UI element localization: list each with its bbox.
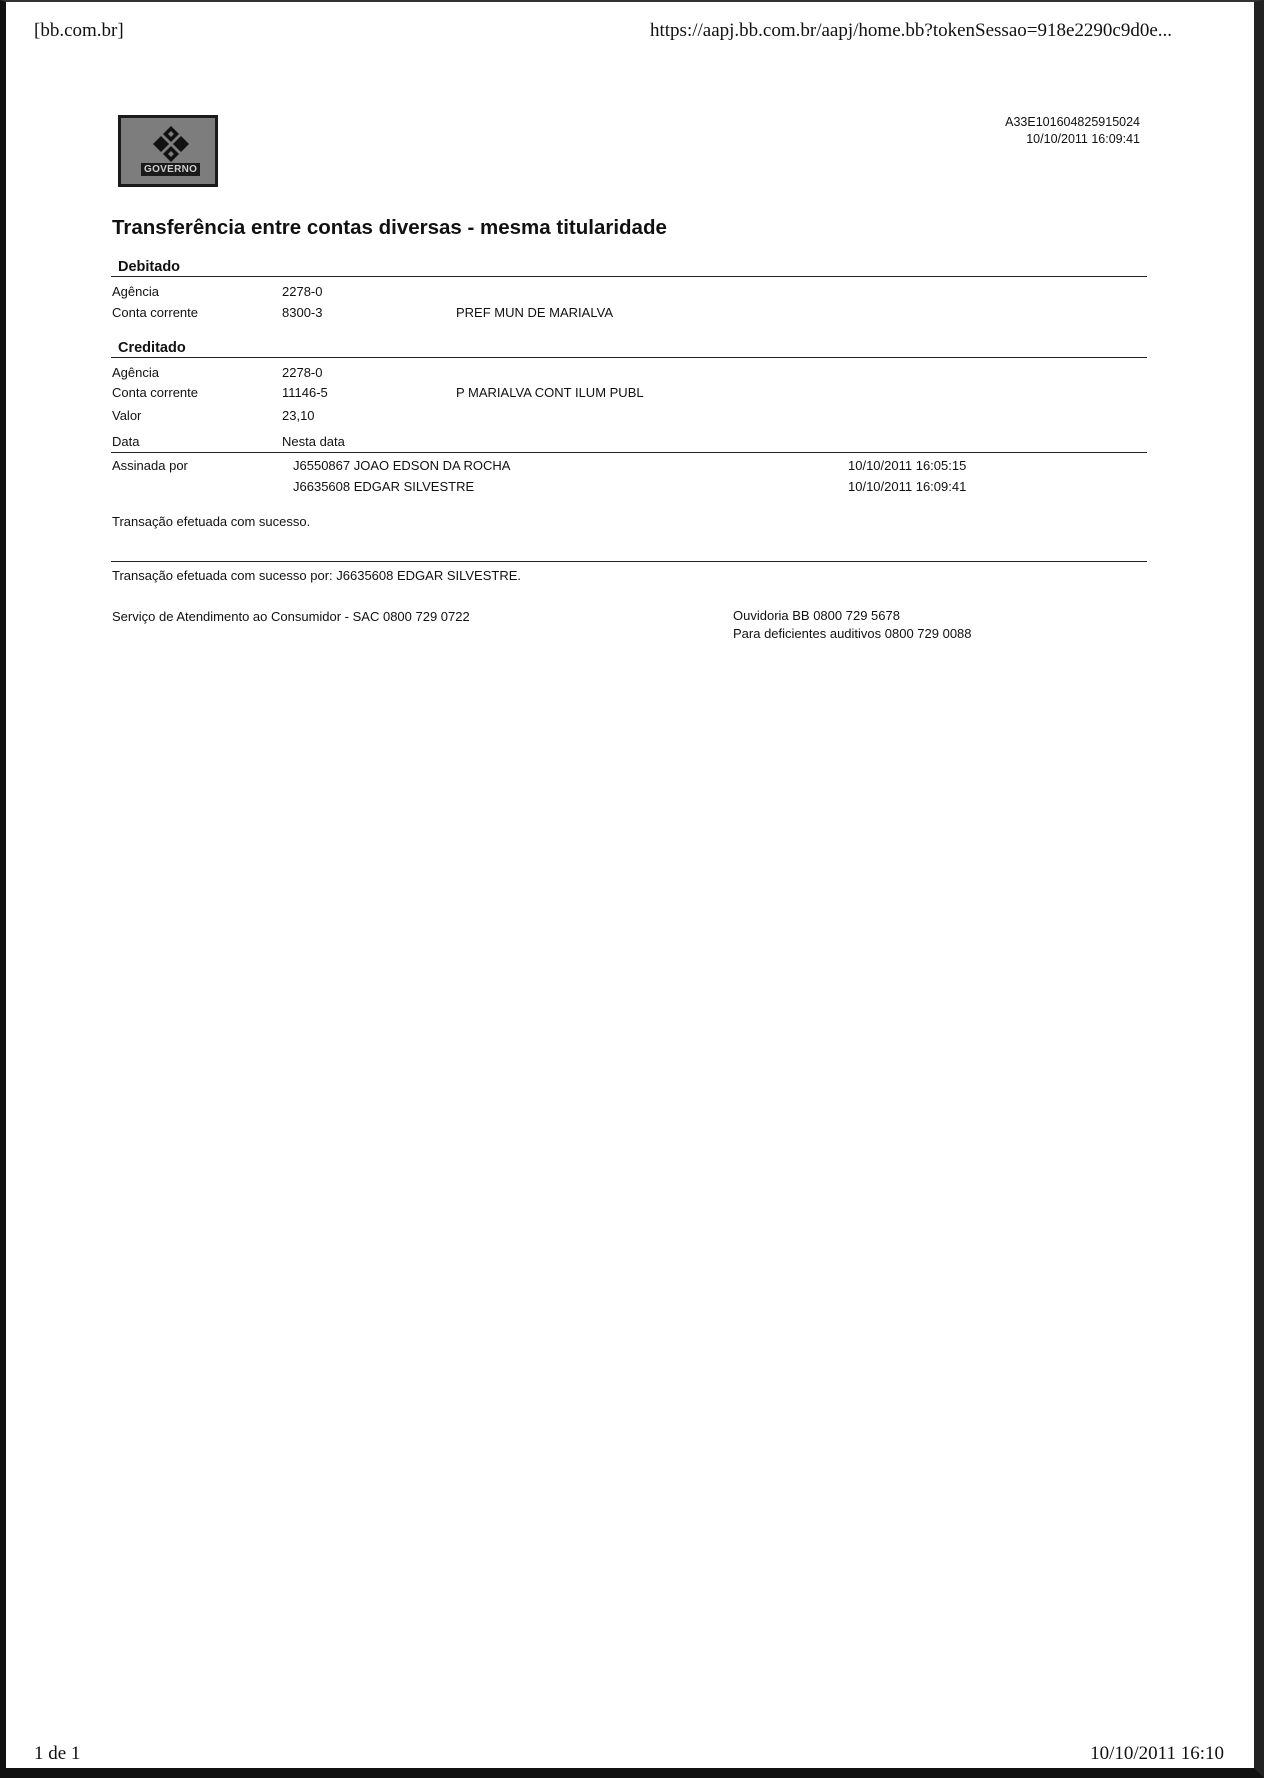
- bank-logo: [118, 115, 218, 187]
- creditado-agencia: 2278-0: [282, 365, 323, 380]
- data-label: Data: [112, 434, 140, 449]
- deficientes-phone: Para deficientes auditivos 0800 729 0088: [733, 626, 972, 641]
- divider: [111, 452, 1147, 453]
- signer-name: J6635608 EDGAR SILVESTRE: [293, 479, 475, 494]
- ouvidoria-phone: Ouvidoria BB 0800 729 5678: [733, 608, 900, 623]
- signer-name: J6550867 JOAO EDSON DA ROCHA: [293, 458, 511, 473]
- page-title: Transferência entre contas diversas - mesma titularidade: [112, 216, 667, 239]
- creditado-heading: Creditado: [118, 340, 186, 356]
- divider: [111, 276, 1147, 277]
- debitado-heading: Debitado: [118, 259, 181, 275]
- creditado-conta-label: Conta corrente: [112, 385, 198, 400]
- debitado-agencia-label: Agência: [112, 284, 159, 299]
- print-header-site: [bb.com.br]: [34, 20, 124, 41]
- ouvidoria-contact: [733, 607, 972, 643]
- debitado-titular: PREF MUN DE MARIALVA: [456, 305, 613, 320]
- creditado-conta: 11146-5: [282, 385, 328, 400]
- print-header-url: https://aapj.bb.com.br/aapj/home.bb?tokenSessao=918e2290c9d0e...: [650, 20, 1173, 41]
- valor-label: Valor: [112, 408, 142, 423]
- divider: [111, 561, 1147, 562]
- signer-datetime: 10/10/2011 16:05:15: [848, 458, 967, 473]
- print-datetime: 10/10/2011 16:10: [1090, 1743, 1224, 1764]
- logo-tag: GOVERNO: [141, 163, 200, 176]
- creditado-agencia-label: Agência: [112, 365, 159, 380]
- status-by-message: Transação efetuada com sucesso por: J6635608 EDGAR SILVESTRE.: [112, 568, 521, 583]
- valor: 23,10: [282, 408, 315, 423]
- authentication-block: [1005, 114, 1140, 148]
- status-message: Transação efetuada com sucesso.: [112, 514, 311, 529]
- signer-datetime: 10/10/2011 16:09:41: [848, 479, 967, 494]
- auth-code: A33E101604825915024: [1005, 115, 1140, 129]
- sac-contact: Serviço de Atendimento ao Consumidor - SAC 0800 729 0722: [112, 609, 470, 624]
- data: Nesta data: [282, 434, 345, 449]
- page-number: 1 de 1: [34, 1743, 81, 1764]
- auth-datetime: 10/10/2011 16:09:41: [1026, 132, 1140, 146]
- divider: [111, 357, 1147, 358]
- debitado-conta: 8300-3: [282, 305, 323, 320]
- creditado-titular: P MARIALVA CONT ILUM PUBL: [456, 385, 644, 400]
- debitado-conta-label: Conta corrente: [112, 305, 198, 320]
- assinada-por-label: Assinada por: [112, 458, 188, 473]
- debitado-agencia: 2278-0: [282, 284, 323, 299]
- bb-logo-icon: [149, 124, 193, 164]
